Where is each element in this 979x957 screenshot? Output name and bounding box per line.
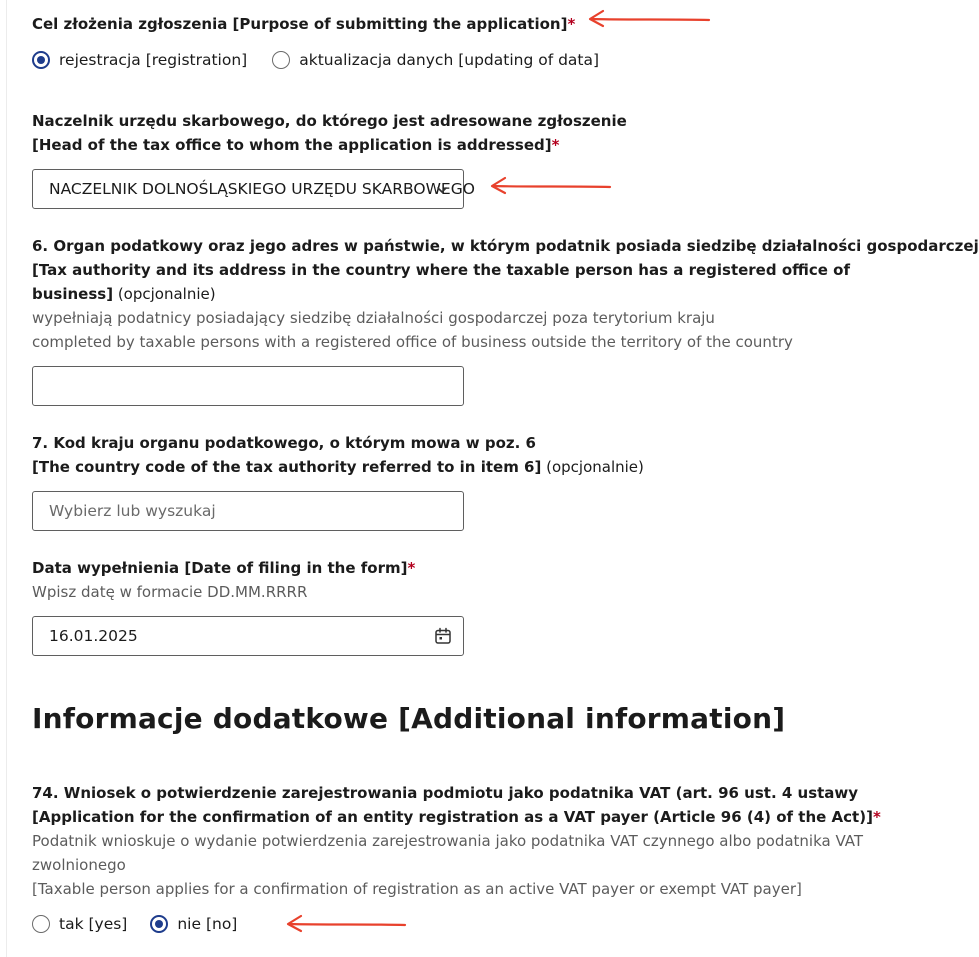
head-office-label-text: [Head of the tax office to whom the application is addressed] (32, 136, 552, 154)
item6-label-line1: 6. Organ podatkowy oraz jego adres w państwie, w którym podatnik posiada siedzibę działalności gospodarczej (32, 237, 979, 255)
item74-hint-line3: [Taxable person applies for a confirmation of registration as an active VAT payer or exempt VAT payer] (32, 880, 802, 898)
tax-authority-address-input[interactable] (32, 366, 464, 406)
radio-option-yes[interactable] (32, 915, 127, 933)
filing-date-value: 16.01.2025 (49, 627, 138, 645)
country-code-combobox[interactable] (32, 491, 464, 531)
radio-label-no: nie [no] (177, 915, 238, 933)
filing-date-label (32, 556, 415, 580)
filing-date-input[interactable] (32, 616, 464, 656)
vat-confirmation-radio-group (32, 915, 237, 933)
filing-date-label-text: Data wypełnienia [Date of filing in the form] (32, 559, 408, 577)
item7-label-line2 (32, 455, 644, 479)
item7-label-line1: 7. Kod kraju organu podatkowego, o którym mowa w poz. 6 (32, 434, 536, 452)
required-mark: * (551, 136, 560, 154)
annotation-arrow-icon (585, 8, 710, 30)
item7-label-text: [The country code of the tax authority referred to in item 6] (32, 458, 542, 476)
radio-option-no[interactable] (150, 915, 237, 933)
head-office-label-line1: Naczelnik urzędu skarbowego, do którego jest adresowane zgłoszenie (32, 112, 627, 130)
radio-update[interactable] (272, 51, 290, 69)
radio-label-yes: tak [yes] (59, 915, 128, 933)
optional-mark: (opcjonalnie) (113, 285, 216, 303)
radio-option-update[interactable] (272, 51, 599, 69)
item74-hint-line2: zwolnionego (32, 856, 126, 874)
item6-label-line3 (32, 282, 216, 306)
item74-label-text: [Application for the confirmation of an entity registration as a VAT payer (Article 96 (4) of the Act)] (32, 808, 873, 826)
radio-no[interactable] (150, 915, 168, 933)
radio-option-registration[interactable] (32, 51, 247, 69)
annotation-arrow-icon (283, 914, 408, 936)
form-page (6, 0, 979, 957)
country-code-placeholder: Wybierz lub wyszukaj (49, 502, 216, 520)
calendar-icon[interactable] (434, 627, 452, 645)
item74-label-line2 (32, 805, 881, 829)
radio-label-update: aktualizacja danych [updating of data] (299, 51, 600, 69)
required-mark: * (872, 808, 881, 826)
purpose-radio-group (32, 51, 599, 69)
head-office-label-line2 (32, 133, 559, 157)
chevron-down-icon (435, 183, 449, 197)
radio-registration[interactable] (32, 51, 50, 69)
item6-hint-line1: wypełniają podatnicy posiadający siedzibę działalności gospodarczej poza terytorium kraju (32, 309, 715, 327)
item6-label-text: business] (32, 285, 114, 303)
item74-hint-line1: Podatnik wnioskuje o wydanie potwierdzenia zarejestrowania jako podatnika VAT czynnego albo podatnika VAT (32, 832, 864, 850)
item74-label-line1: 74. Wniosek o potwierdzenie zarejestrowania podmiotu jako podatnika VAT (art. 96 ust. 4 ustawy (32, 784, 859, 802)
optional-mark: (opcjonalnie) (541, 458, 644, 476)
required-mark: * (407, 559, 416, 577)
filing-date-hint: Wpisz datę w formacie DD.MM.RRRR (32, 583, 308, 601)
tax-office-select[interactable] (32, 169, 475, 209)
item6-hint-line2: completed by taxable persons with a registered office of business outside the territory of the country (32, 333, 793, 351)
annotation-arrow-icon (487, 176, 612, 198)
tax-office-selected-value: NACZELNIK DOLNOŚLĄSKIEGO URZĘDU SKARBOWEGO (49, 180, 475, 198)
radio-label-registration: rejestracja [registration] (59, 51, 248, 69)
required-mark: * (567, 15, 576, 33)
purpose-label (32, 12, 575, 36)
purpose-label-text: Cel złożenia zgłoszenia [Purpose of submitting the application] (32, 15, 568, 33)
section-title-additional-info: Informacje dodatkowe [Additional information] (32, 702, 786, 735)
radio-yes[interactable] (32, 915, 50, 933)
item6-label-line2: [Tax authority and its address in the country where the taxable person has a registered office of (32, 261, 850, 279)
